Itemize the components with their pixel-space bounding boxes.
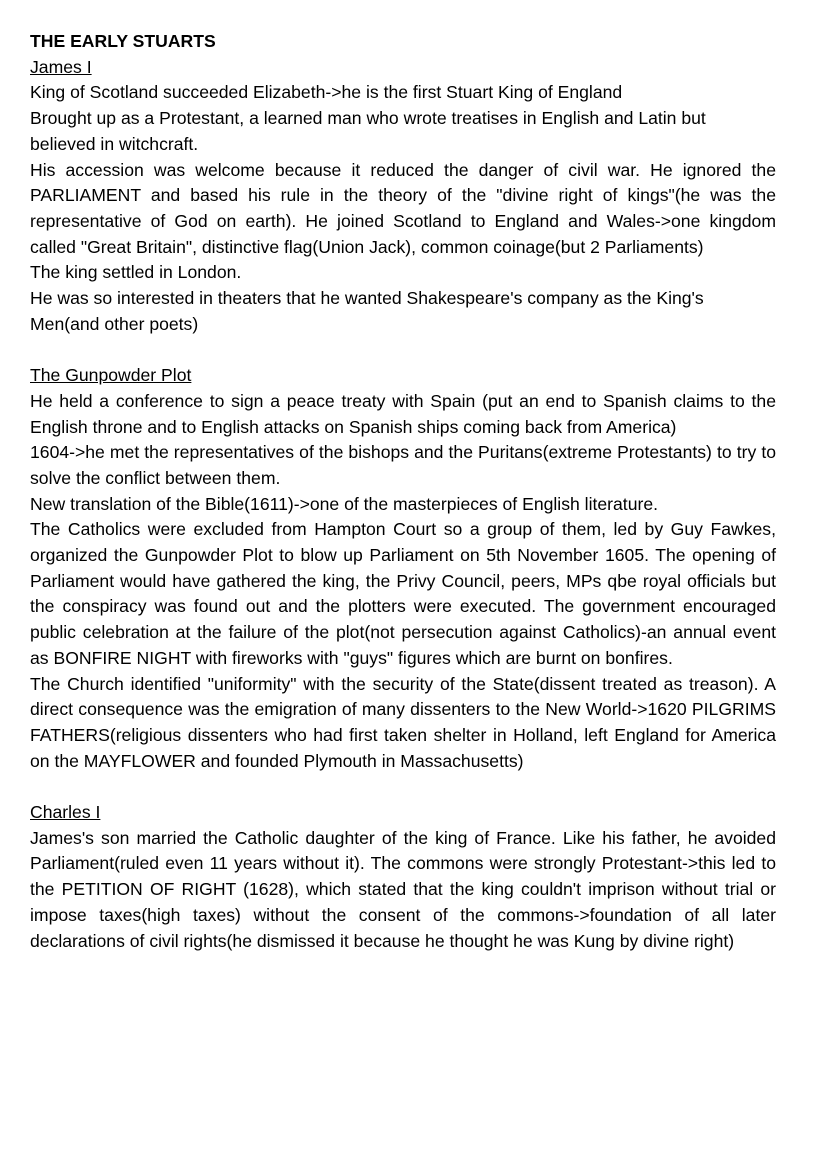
paragraph: 1604->he met the representatives of the bishops and the Puritans(extreme Protestants) to try to solve the conflict between them. <box>30 442 776 488</box>
paragraph: The Catholics were excluded from Hampton Court so a group of them, led by Guy Fawkes, organized the Gunpowder Plot to blow up Parliament on 5th November 1605. The opening of Parliament would have gathered the king, the Privy Council, peers, MPs qbe royal officials but the conspiracy was found out and the plotters were executed. The government encouraged public celebration at the failure of the plot(not persecution against Catholics)-an annual event as BONFIRE NIGHT with fireworks with "guys" figures which are burnt on bonfires. <box>30 519 776 668</box>
paragraph: His accession was welcome because it reduced the danger of civil war. He ignored the PARLIAMENT and based his rule in the theory of the "divine right of kings"(he was the representative of God on earth). He joined Scotland to England and Wales->one kingdom called "Great Britain", distinctive flag(Union Jack), common coinage(but 2 Parliaments) <box>30 159 776 257</box>
document-page <box>30 29 776 954</box>
paragraph: Brought up as a Protestant, a learned man who wrote treatises in English and Latin but believed in witchcraft. <box>30 108 706 154</box>
paragraph: James's son married the Catholic daughter of the king of France. Like his father, he avoided Parliament(ruled even 11 years without it). The commons were strongly Protestant->this led to the PETITION OF RIGHT (1628), which stated that the king couldn't imprison without trial or impose taxes(high taxes) without the consent of the commons->foundation of all later declarations of civil rights(he dismissed it because he thought he was Kung by divine right) <box>30 827 776 951</box>
paragraph: King of Scotland succeeded Elizabeth->he is the first Stuart King of England <box>30 82 623 103</box>
section-spacer <box>30 337 776 363</box>
paragraph: The king settled in London. <box>30 262 242 283</box>
paragraph: He held a conference to sign a peace treaty with Spain (put an end to Spanish claims to the English throne and to English attacks on Spanish ships coming back from America) <box>30 390 776 437</box>
paragraph: New translation of the Bible(1611)->one of the masterpieces of English literature. <box>30 493 659 514</box>
section-spacer <box>30 774 776 800</box>
section-heading-gunpowder-plot: The Gunpowder Plot <box>30 365 192 386</box>
paragraph: He was so interested in theaters that he wanted Shakespeare's company as the King's Men(and other poets) <box>30 288 704 334</box>
document-title: THE EARLY STUARTS <box>30 31 216 51</box>
section-heading-james-i: James I <box>30 56 92 77</box>
section-heading-charles-i: Charles I <box>30 802 101 823</box>
paragraph: The Church identified "uniformity" with the security of the State(dissent treated as treason). A direct consequence was the emigration of many dissenters to the New World->1620 PILGRIMS FATHERS(religious dissenters who had first taken shelter in Holland, left England for America on the MAYFLOWER and founded Plymouth in Massachusetts) <box>30 673 776 771</box>
